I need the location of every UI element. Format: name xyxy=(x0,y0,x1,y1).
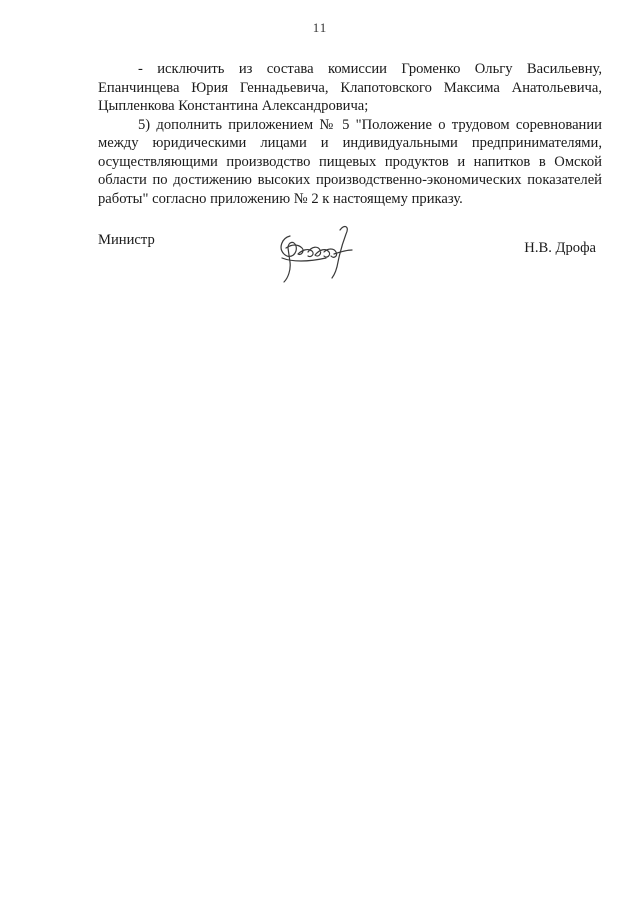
handwritten-signature-icon xyxy=(268,218,360,288)
document-body xyxy=(98,60,602,208)
signatory-title: Министр xyxy=(98,232,155,248)
signatory-name: Н.В. Дрофа xyxy=(524,240,596,256)
page-number: 11 xyxy=(312,20,328,35)
paragraph-exclude-members: - исключить из состава комиссии Громенко Ольгу Васильевну, Епанчинцева Юрия Геннадьевича, Клапотовского Максима Анатольевича, Цыпленкова Константина Александровича; xyxy=(98,61,602,114)
signature-block xyxy=(98,218,602,298)
paragraph-add-appendix: 5) дополнить приложением № 5 "Положение о трудовом соревновании между юридическими лицами и индивидуальными предпринимателями, осуществляющими производство пищевых продуктов и напитков в Омской области по достижению высоких производственно-экономических показателей работы" согласно приложению № 2 к настоящему приказу. xyxy=(98,116,602,207)
